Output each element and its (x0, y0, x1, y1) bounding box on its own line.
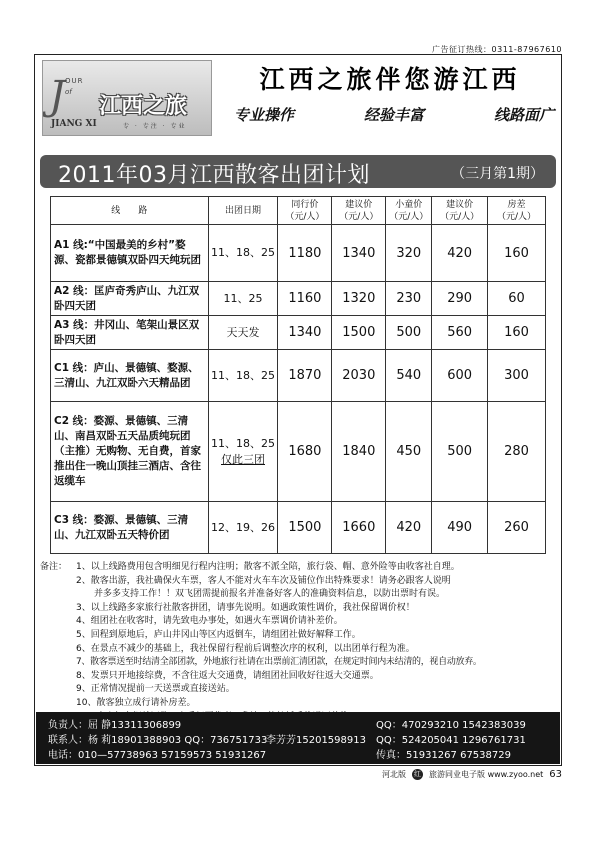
note-item: 6、在景点不减少的基础上，我社保留行程前后调整次序的权利，以出团单行程为准。 (76, 643, 415, 654)
price-cell: 420 (432, 225, 488, 282)
route-cell: A3 线：井冈山、笔架山景区双卧四天团 (51, 316, 209, 350)
footer-publisher: 河北版 (382, 770, 407, 779)
note-item: 7、散客票送至时结清全部团款，外地旅行社请在出票前汇清团款，在规定时间内未结清的，视自动放弃。 (76, 657, 482, 668)
price-cell: 60 (488, 282, 546, 316)
schedule-table (50, 196, 546, 554)
price-cell: 500 (386, 316, 432, 350)
contact-person-1: 联系人：杨 莉18901388903 QQ：736751733 (48, 735, 268, 746)
contact-person-2: 李芳芳15201598913 (266, 735, 366, 746)
table-row (51, 350, 546, 402)
note-item: 3、以上线路多家旅行社散客拼团，请事先说明。如遇政策性调价，我社保留调价权！ (76, 602, 415, 613)
contact-phone: 电话：010—57738963 57159573 51931267 (48, 750, 267, 761)
contact-fax: 传真：51931267 67538729 (376, 750, 511, 761)
logo (42, 60, 212, 136)
price-cell: 320 (386, 225, 432, 282)
slogan: 江西之旅伴您游江西 (259, 65, 521, 94)
notes (40, 561, 560, 724)
price-cell: 500 (432, 402, 488, 502)
price-cell: 230 (386, 282, 432, 316)
price-cell: 540 (386, 350, 432, 402)
price-cell: 1320 (332, 282, 386, 316)
header-child-suggested: 建议价 （元/人） (432, 197, 488, 225)
feature-2: 经验丰富 (363, 106, 424, 124)
schedule-issue: （三月第1期） (451, 166, 544, 182)
table-row (51, 225, 546, 282)
date-cell: 11、18、25 (208, 225, 278, 282)
price-cell: 160 (488, 316, 546, 350)
price-cell: 560 (432, 316, 488, 350)
date-cell: 11、25 (208, 282, 278, 316)
price-cell: 1840 (332, 402, 386, 502)
table-row (51, 502, 546, 554)
header-child-price: 小童价 （元/人） (386, 197, 432, 225)
price-cell: 1340 (278, 316, 332, 350)
footer (382, 769, 562, 780)
note-item: 8、发票只开地接综费，不含往返大交通费，请组团社回收好往返大交通票。 (76, 670, 379, 681)
logo-chinese: 江西之旅 (99, 94, 188, 119)
price-cell: 420 (386, 502, 432, 554)
price-cell: 1870 (278, 350, 332, 402)
header-date: 出团日期 (208, 197, 278, 225)
contact-manager-qq: QQ：470293210 1542383039 (376, 720, 526, 731)
price-cell: 600 (432, 350, 488, 402)
note-item: 9、正常情况提前一天送票或直接送站。 (76, 684, 235, 695)
price-cell: 1500 (278, 502, 332, 554)
price-cell: 160 (488, 225, 546, 282)
note-item: 并多多支持工作！！双飞团需提前报名并准备好客人的准确资料信息，以防出票时有误。 (94, 589, 446, 600)
header-suggested-price: 建议价 （元/人） (332, 197, 386, 225)
price-cell: 280 (488, 402, 546, 502)
contact-person-qq: QQ：524205041 1296761731 (376, 735, 526, 746)
route-cell: C3 线：婺源、景德镇、三清山、九江双卧五天特价团 (51, 502, 209, 554)
route-cell: A2 线：匡庐奇秀庐山、九江双卧四天团 (51, 282, 209, 316)
route-cell: A1 线:“中国最美的乡村”婺源、瓷都景德镇双卧四天纯玩团 (51, 225, 209, 282)
date-text: 11、18、25 (211, 436, 275, 450)
contact-manager: 负责人：屈 静13311306899 (48, 720, 182, 731)
header-room-diff: 房差 （元/人） (488, 197, 546, 225)
date-cell (208, 402, 278, 502)
route-cell: C2 线：婺源、景德镇、三清山、南昌双卧五天品质纯玩团（主推）无购物、无自费，首家推出住一晚山顶挂三酒店、含往返缆车 (51, 402, 209, 502)
price-cell: 1500 (332, 316, 386, 350)
price-cell: 1680 (278, 402, 332, 502)
contact-bar (36, 712, 560, 764)
date-cell: 11、18、25 (208, 350, 278, 402)
logo-of: of (65, 88, 72, 96)
contact-row (48, 716, 556, 731)
price-cell: 1340 (332, 225, 386, 282)
header-route: 线 路 (51, 197, 209, 225)
contact-row (48, 746, 556, 761)
logo-motto: 专 · 专注 · 专业 (123, 123, 187, 130)
feature-3: 线路面广 (493, 106, 554, 124)
table-row (51, 316, 546, 350)
table-header-row (51, 197, 546, 225)
price-cell: 290 (432, 282, 488, 316)
price-cell: 300 (488, 350, 546, 402)
notes-label: 备注： (40, 562, 68, 572)
price-cell: 260 (488, 502, 546, 554)
footer-text: 旅游同业电子版 www.zyoo.net (429, 770, 544, 779)
note-item: 10、散客独立成行请补房差。 (76, 697, 196, 708)
note-item: 5、回程到原地后，庐山井冈山等区内返倒车，请组团社做好解释工作。 (76, 629, 361, 640)
logo-initial: J (49, 73, 66, 119)
footer-badge-icon: 红 (414, 770, 422, 778)
date-cell: 12、19、26 (208, 502, 278, 554)
price-cell: 1160 (278, 282, 332, 316)
logo-tour: OUR (65, 77, 84, 85)
page-number: 63 (549, 769, 562, 780)
note-item: 2、散客出游，我社确保火车票，客人不能对火车车次及铺位作出特殊要求！请务必跟客人说明 (76, 575, 451, 586)
price-cell: 450 (386, 402, 432, 502)
date-cell: 天天发 (208, 316, 278, 350)
date-note: 仅此三团 (221, 452, 265, 466)
price-cell: 2030 (332, 350, 386, 402)
route-cell: C1 线：庐山、景德镇、婺源、三清山、九江双卧六天精品团 (51, 350, 209, 402)
features (234, 104, 554, 125)
table-row (51, 282, 546, 316)
notes-list (76, 561, 560, 724)
schedule-title: 2011年03月江西散客出团计划 (58, 163, 370, 188)
header (36, 56, 560, 141)
contact-row (48, 731, 556, 746)
header-trade-price: 同行价 （元/人） (278, 197, 332, 225)
note-item: 1、以上线路费用包含明细见行程内注明；散客不派全陪，旅行袋、帽、意外险等由收客社自理。 (76, 562, 460, 572)
price-cell: 1660 (332, 502, 386, 554)
ad-hotline: 广告征订热线：0311-87967610 (432, 45, 562, 54)
logo-jiangxi: JIANG XI (51, 119, 97, 129)
schedule-title-bar (40, 155, 556, 188)
feature-1: 专业操作 (234, 106, 295, 124)
price-cell: 490 (432, 502, 488, 554)
price-cell: 1180 (278, 225, 332, 282)
table-row (51, 402, 546, 502)
note-item: 4、组团社在收客时，请先致电办事处，如遇火车票调价请补差价。 (76, 616, 343, 627)
